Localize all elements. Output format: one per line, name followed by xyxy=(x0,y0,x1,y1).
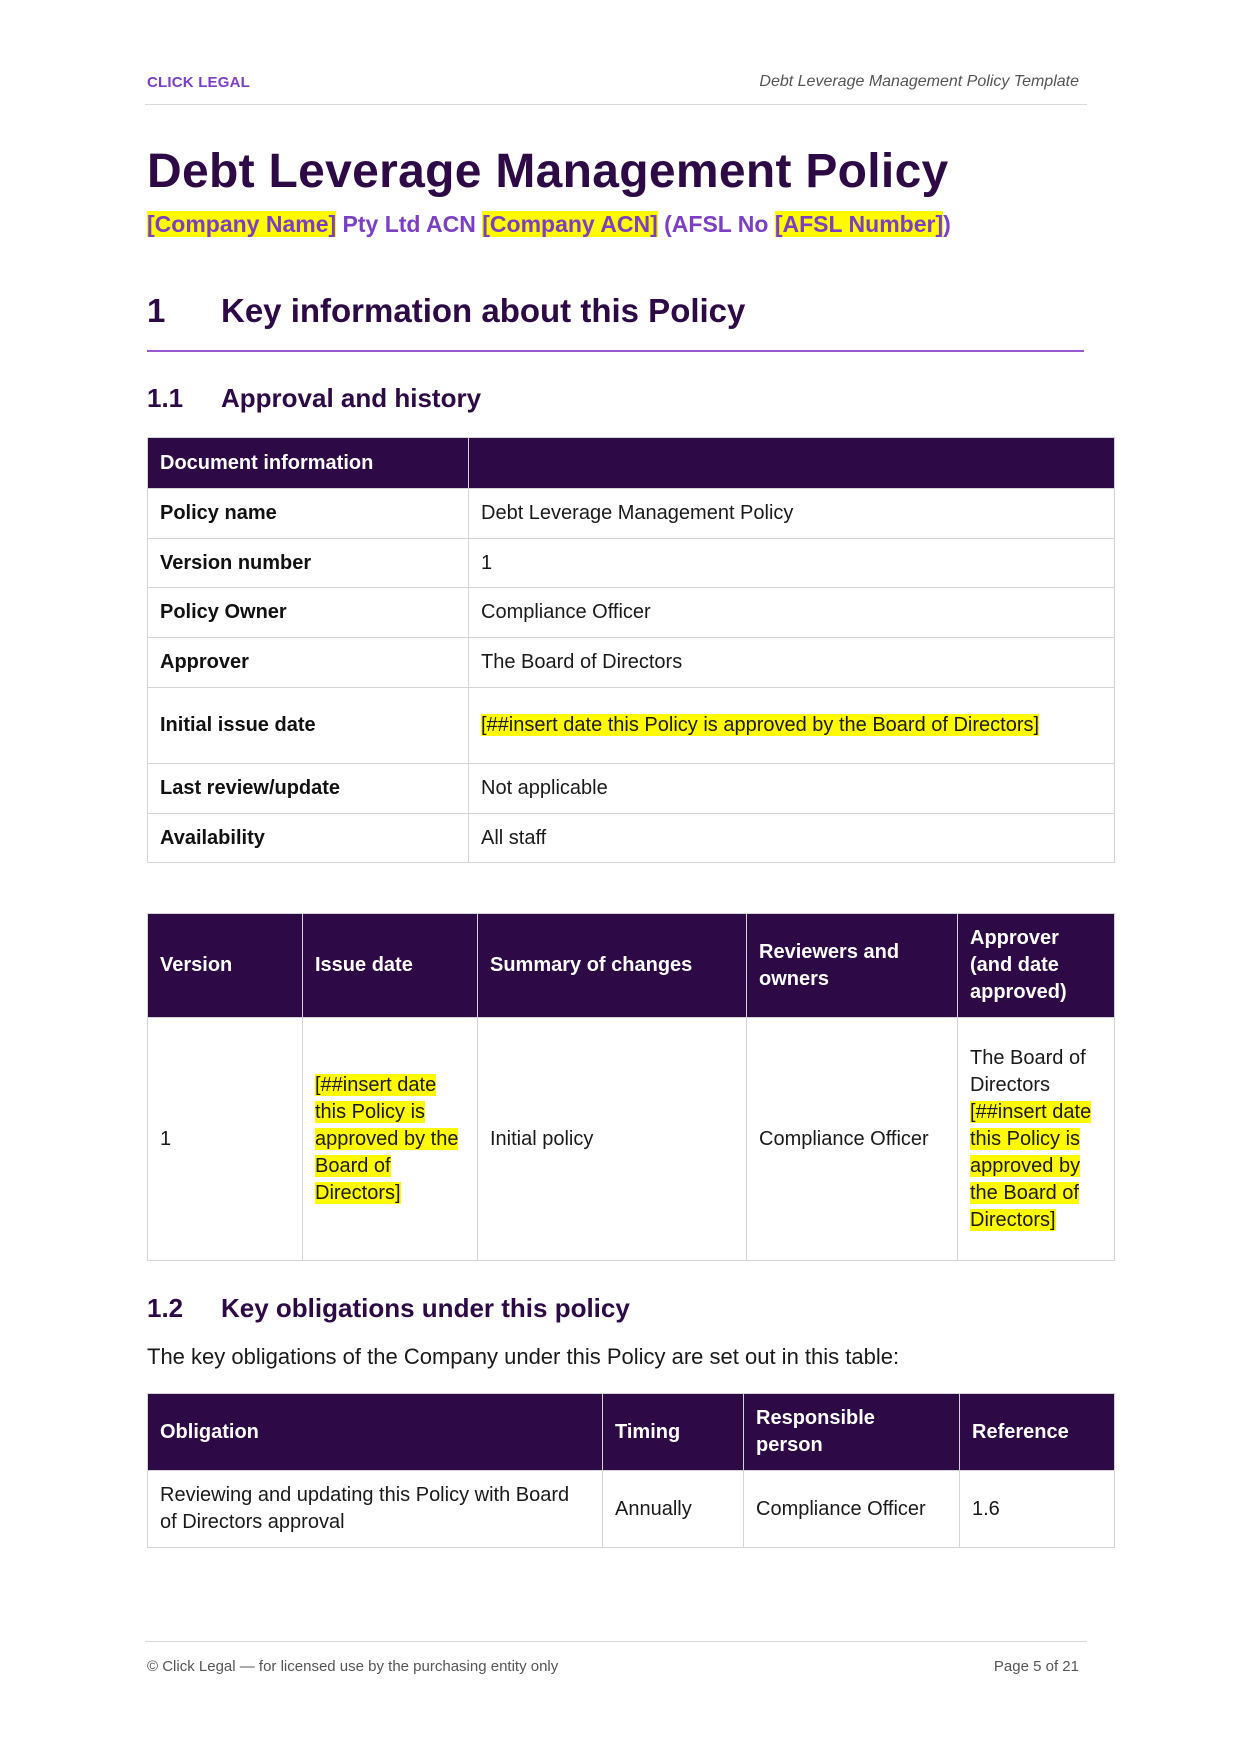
column-header: Reference xyxy=(960,1394,1115,1471)
pty-acn-text: Pty Ltd ACN xyxy=(336,211,483,237)
row-value: Debt Leverage Management Policy xyxy=(469,489,1115,539)
table-header-row xyxy=(148,438,1115,489)
reference-cell: 1.6 xyxy=(960,1471,1115,1548)
obligation-cell: Reviewing and updating this Policy with Board of Directors approval xyxy=(148,1471,603,1548)
column-header: Obligation xyxy=(148,1394,603,1471)
issue-date-cell xyxy=(303,1018,478,1261)
section-title: Key information about this Policy xyxy=(221,292,746,329)
table-row xyxy=(148,539,1115,588)
section-title: Key obligations under this policy xyxy=(221,1293,630,1323)
column-header: Timing xyxy=(603,1394,744,1471)
placeholder-highlight: [##insert date this Policy is approved by the Board of Directors] xyxy=(481,714,1040,736)
timing-cell: Annually xyxy=(603,1471,744,1548)
version-history-table xyxy=(147,913,1115,1261)
column-header: Document information xyxy=(148,438,469,489)
approver-cell xyxy=(958,1018,1115,1261)
column-header: Issue date xyxy=(303,914,478,1018)
table-row xyxy=(148,764,1115,814)
page-header xyxy=(145,64,1087,105)
row-label: Last review/update xyxy=(148,764,469,814)
table-row xyxy=(148,1018,1115,1261)
row-value: The Board of Directors xyxy=(469,638,1115,688)
placeholder-highlight: [##insert date this Policy is approved by the Board of Directors] xyxy=(315,1073,459,1204)
row-value: Compliance Officer xyxy=(469,588,1115,638)
section-number: 1.1 xyxy=(147,383,184,413)
section-number: 1 xyxy=(147,292,166,329)
afsl-number-placeholder: [AFSL Number] xyxy=(774,211,944,237)
page-footer xyxy=(145,1641,1087,1682)
section-title: Approval and history xyxy=(221,383,482,413)
row-value xyxy=(469,688,1115,764)
company-name-placeholder: [Company Name] xyxy=(147,211,337,237)
column-header: Approver (and date approved) xyxy=(958,914,1115,1018)
obligations-intro: The key obligations of the Company under this Policy are set out in this table: xyxy=(147,1344,900,1369)
row-label: Approver xyxy=(148,638,469,688)
company-acn-placeholder: [Company ACN] xyxy=(482,211,658,237)
version-cell: 1 xyxy=(148,1018,303,1261)
column-header: Version xyxy=(148,914,303,1018)
table-header-row xyxy=(148,1394,1115,1471)
company-details xyxy=(147,211,951,238)
page-number: Page 5 of 21 xyxy=(993,1658,1079,1675)
row-label: Policy Owner xyxy=(148,588,469,638)
afsl-suffix-text: ) xyxy=(943,211,951,237)
table-row xyxy=(148,688,1115,764)
reviewers-cell: Compliance Officer xyxy=(747,1018,958,1261)
placeholder-highlight: [##insert date this Policy is approved by the Board of Directors] xyxy=(970,1100,1092,1231)
table-row xyxy=(148,588,1115,638)
column-header: Summary of changes xyxy=(478,914,747,1018)
row-value: 1 xyxy=(469,539,1115,588)
afsl-prefix-text: (AFSL No xyxy=(657,211,775,237)
table-row xyxy=(148,638,1115,688)
responsible-cell: Compliance Officer xyxy=(744,1471,960,1548)
row-value: Not applicable xyxy=(469,764,1115,814)
row-label: Availability xyxy=(148,814,469,863)
row-label: Initial issue date xyxy=(148,688,469,764)
row-value: All staff xyxy=(469,814,1115,863)
column-header xyxy=(469,438,1115,489)
row-label: Policy name xyxy=(148,489,469,539)
table-header-row xyxy=(148,914,1115,1018)
column-header: Reviewers and owners xyxy=(747,914,958,1018)
table-row xyxy=(148,489,1115,539)
document-title: Debt Leverage Management Policy xyxy=(147,145,949,198)
approver-name: The Board of Directors xyxy=(970,1046,1086,1096)
section-number: 1.2 xyxy=(147,1293,184,1323)
column-header: Responsible person xyxy=(744,1394,960,1471)
document-template-name: Debt Leverage Management Policy Template xyxy=(759,73,1079,90)
summary-cell: Initial policy xyxy=(478,1018,747,1261)
document-information-table xyxy=(147,437,1115,863)
obligations-table xyxy=(147,1393,1115,1548)
section-1-heading xyxy=(147,292,1084,352)
brand-name: CLICK LEGAL xyxy=(147,74,251,91)
copyright-notice: © Click Legal — for licensed use by the purchasing entity only xyxy=(147,1658,559,1675)
table-row xyxy=(148,1471,1115,1548)
table-row xyxy=(148,814,1115,863)
row-label: Version number xyxy=(148,539,469,588)
